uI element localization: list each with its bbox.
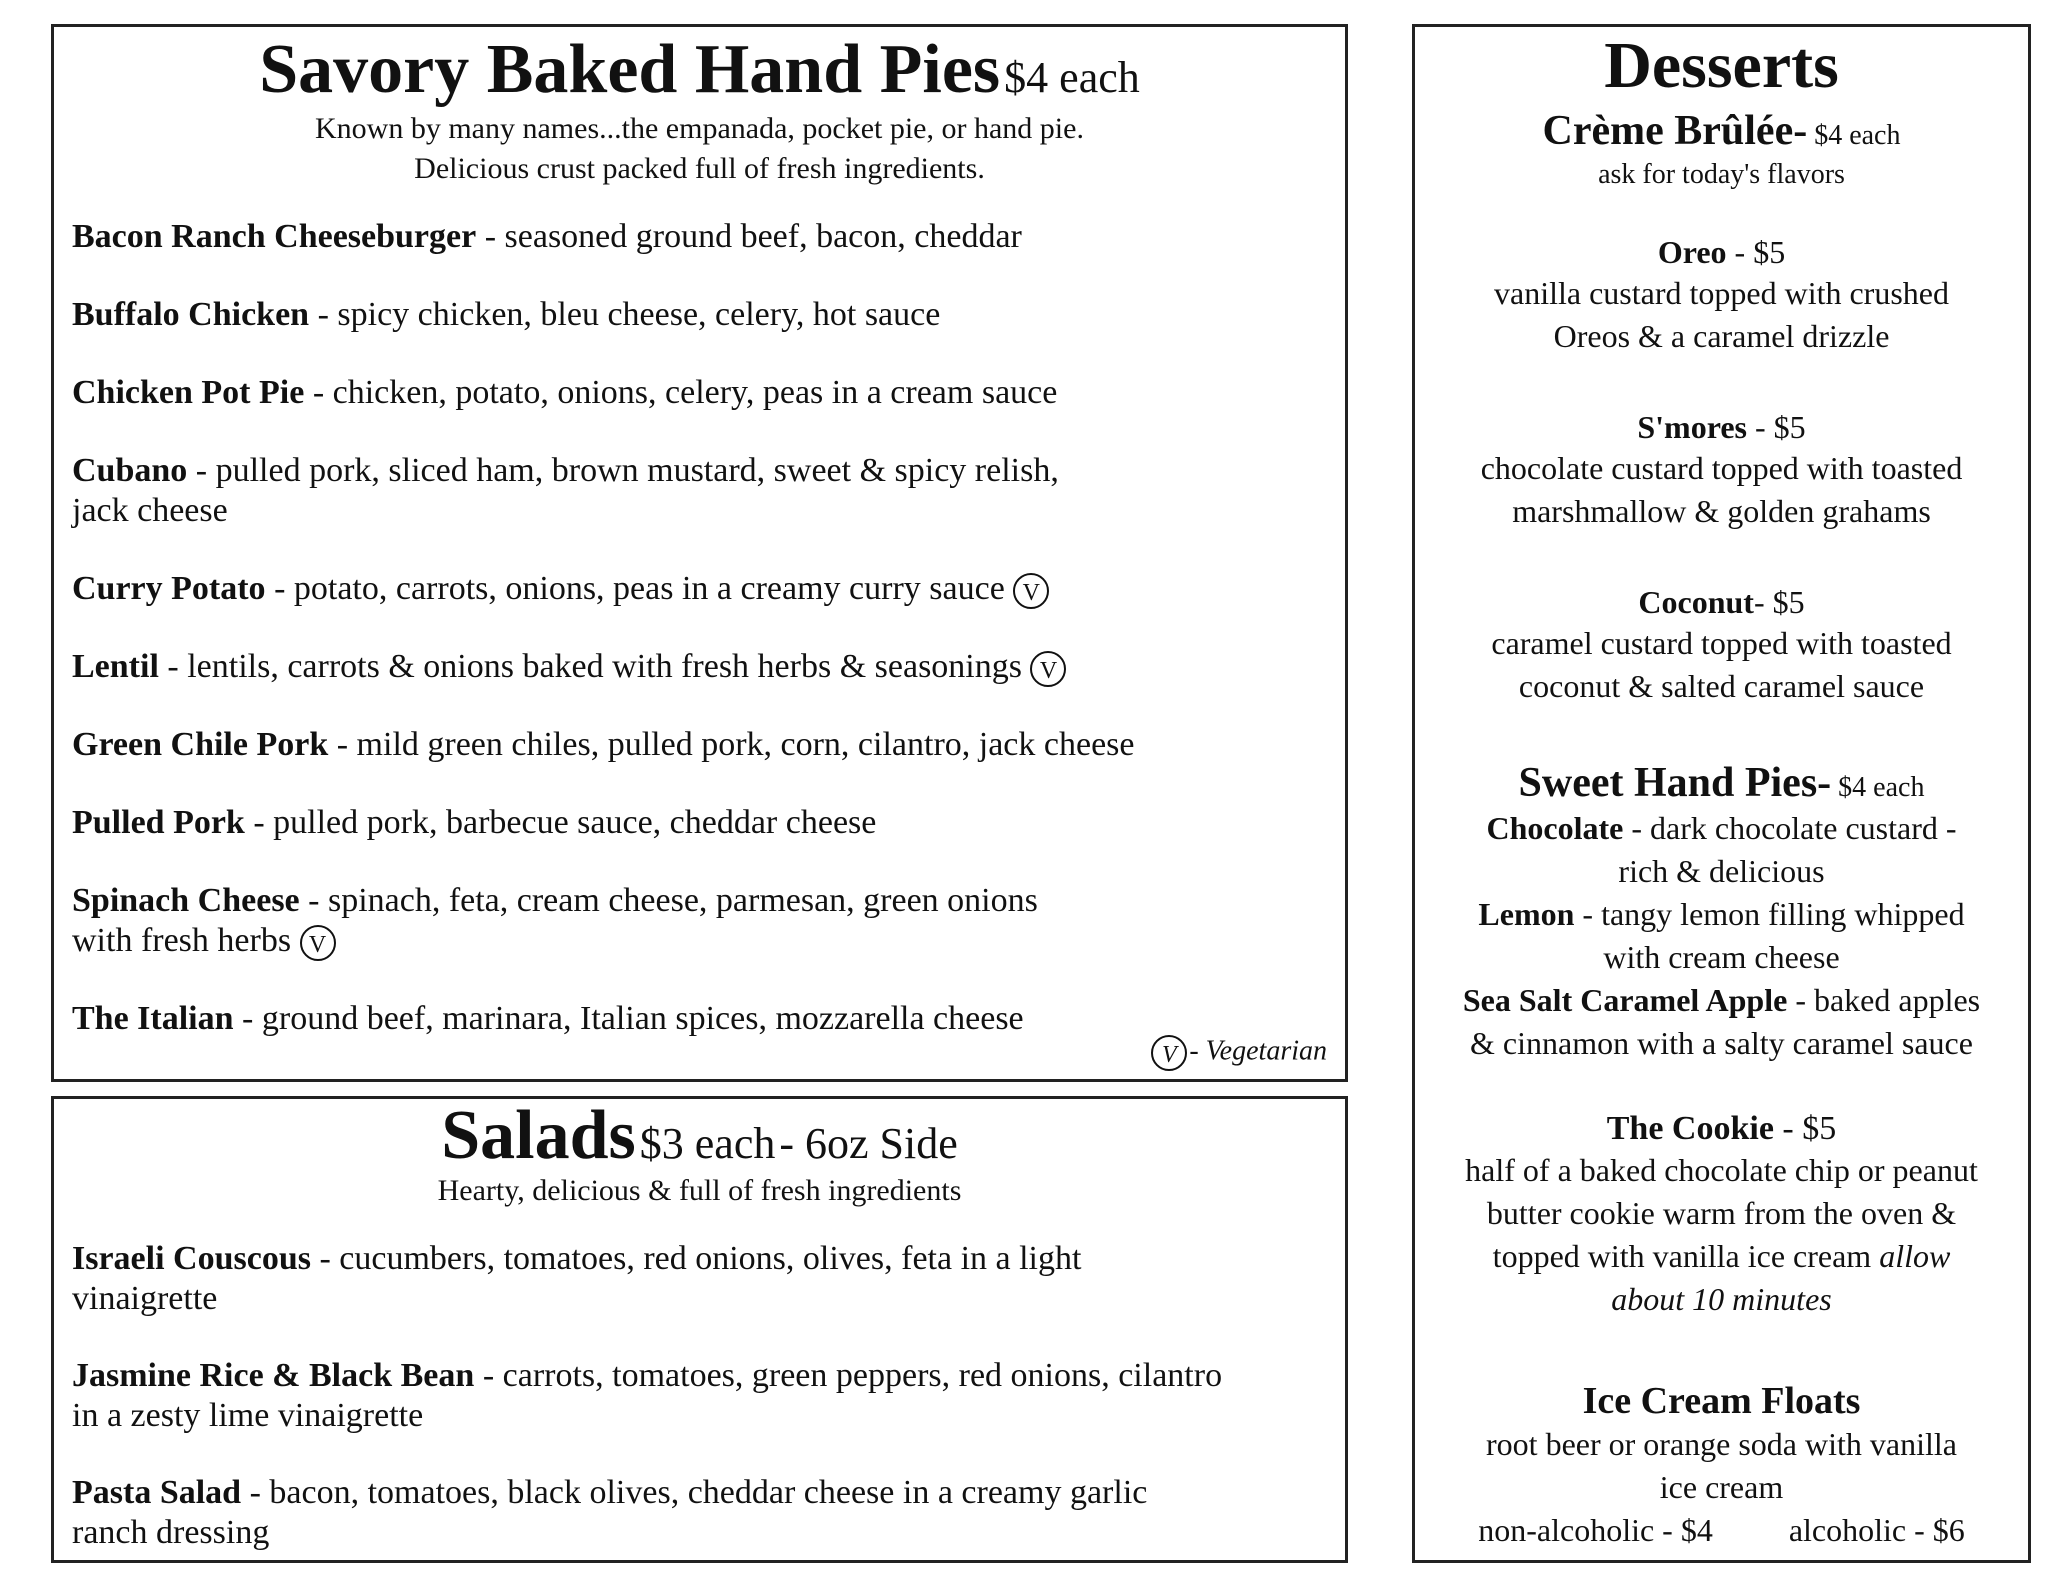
pie-desc: - pulled pork, sliced ham, brown mustard, sweet & spicy relish, bbox=[187, 452, 1059, 489]
legend-text: - Vegetarian bbox=[1189, 1035, 1327, 1067]
floats-desc: ice cream bbox=[1659, 1469, 1784, 1505]
sweet-pies-price: $4 each bbox=[1831, 772, 1925, 803]
pie-item bbox=[72, 217, 1327, 257]
pies-subtitle-1: Known by many names...the empanada, pocket pie, or hand pie. bbox=[315, 112, 1084, 145]
salad-item bbox=[72, 1239, 1327, 1319]
desserts-title: Desserts bbox=[1604, 29, 1839, 102]
pies-price: $4 each bbox=[1004, 53, 1140, 102]
dessert-desc: Oreos & a caramel drizzle bbox=[1553, 318, 1890, 354]
creme-brulee-heading bbox=[1415, 107, 2028, 160]
dessert-item-coconut bbox=[1415, 582, 2028, 708]
cookie-note: about 10 minutes bbox=[1611, 1281, 1832, 1317]
salad-item bbox=[72, 1473, 1327, 1553]
pie-item bbox=[72, 451, 1327, 531]
sweet-desc: - dark chocolate custard - bbox=[1623, 810, 1957, 846]
dessert-price: - $5 bbox=[1726, 234, 1786, 270]
pie-name: The Italian bbox=[72, 1000, 234, 1037]
sweet-desc: - tangy lemon filling whipped bbox=[1574, 896, 1965, 932]
pie-item bbox=[72, 373, 1327, 413]
salad-desc: - cucumbers, tomatoes, red onions, olives, feta in a light bbox=[310, 1240, 1082, 1277]
dessert-name: Oreo bbox=[1657, 234, 1727, 270]
pie-name: Pulled Pork bbox=[72, 804, 245, 841]
salad-name: Jasmine Rice & Black Bean bbox=[72, 1357, 475, 1394]
creme-brulee-name: Crème Brûlée- bbox=[1542, 108, 1808, 154]
pie-desc: - lentils, carrots & onions baked with fresh herbs & seasonings bbox=[158, 648, 1022, 685]
vegetarian-icon: V bbox=[1013, 573, 1049, 609]
pie-desc: - pulled pork, barbecue sauce, cheddar cheese bbox=[244, 804, 877, 841]
salad-desc-cont: ranch dressing bbox=[72, 1514, 270, 1551]
pies-subtitle-2: Delicious crust packed full of fresh ingredients. bbox=[414, 152, 985, 185]
floats-nonalcoholic: non-alcoholic - $4 bbox=[1478, 1512, 1713, 1548]
salad-desc-cont: in a zesty lime vinaigrette bbox=[72, 1397, 424, 1434]
vegetarian-icon: V bbox=[300, 925, 336, 961]
pie-desc: - spicy chicken, bleu cheese, celery, hot sauce bbox=[309, 296, 941, 333]
dessert-name: Coconut bbox=[1638, 584, 1754, 620]
sweet-desc-cont: rich & delicious bbox=[1618, 853, 1825, 889]
salads-size: - 6oz Side bbox=[779, 1119, 958, 1168]
salad-desc-cont: vinaigrette bbox=[72, 1280, 218, 1317]
pie-item bbox=[72, 647, 1327, 687]
vegetarian-legend bbox=[1151, 1035, 1327, 1071]
dessert-price: - $5 bbox=[1746, 409, 1806, 445]
sweet-pies-name: Sweet Hand Pies- bbox=[1518, 760, 1832, 806]
cookie-desc: butter cookie warm from the oven & bbox=[1486, 1195, 1957, 1231]
cookie-note: allow bbox=[1879, 1238, 1951, 1274]
floats-alcoholic: alcoholic - $6 bbox=[1788, 1512, 1965, 1548]
dessert-desc: chocolate custard topped with toasted bbox=[1480, 450, 1963, 486]
pie-name: Green Chile Pork bbox=[72, 726, 329, 763]
pie-desc: - seasoned ground beef, bacon, cheddar bbox=[476, 218, 1022, 255]
dessert-name: S'mores bbox=[1637, 409, 1747, 445]
pie-item bbox=[72, 999, 1327, 1039]
cookie-price: - $5 bbox=[1773, 1110, 1837, 1147]
pies-title: Savory Baked Hand Pies bbox=[259, 31, 1001, 108]
pie-desc-cont: with fresh herbs bbox=[72, 922, 292, 959]
savory-pies-section bbox=[51, 24, 1348, 1082]
dessert-item-oreo bbox=[1415, 232, 2028, 358]
salads-title: Salads bbox=[441, 1097, 636, 1174]
salads-subtitle: Hearty, delicious & full of fresh ingredients bbox=[437, 1174, 962, 1207]
salads-price: $3 each bbox=[639, 1119, 776, 1168]
sweet-name: Sea Salt Caramel Apple bbox=[1462, 982, 1788, 1018]
pies-heading bbox=[54, 31, 1345, 108]
pie-name: Lentil bbox=[72, 648, 159, 685]
sweet-name: Lemon bbox=[1478, 896, 1575, 932]
sweet-item-lemon bbox=[1415, 893, 2028, 979]
vegetarian-icon: V bbox=[1030, 651, 1066, 687]
pie-desc: - spinach, feta, cream cheese, parmesan, green onions bbox=[299, 882, 1038, 919]
salad-desc: - carrots, tomatoes, green peppers, red onions, cilantro bbox=[474, 1357, 1223, 1394]
dessert-item-smores bbox=[1415, 407, 2028, 533]
dessert-price: - $5 bbox=[1753, 584, 1805, 620]
sweet-name: Chocolate bbox=[1486, 810, 1624, 846]
pie-desc-cont: jack cheese bbox=[72, 492, 228, 529]
pie-desc: - ground beef, marinara, Italian spices, mozzarella cheese bbox=[233, 1000, 1024, 1037]
sweet-item-chocolate bbox=[1415, 807, 2028, 893]
salad-desc: - bacon, tomatoes, black olives, cheddar cheese in a creamy garlic bbox=[241, 1474, 1148, 1511]
dessert-desc: caramel custard topped with toasted bbox=[1491, 625, 1952, 661]
pie-item bbox=[72, 803, 1327, 843]
desserts-section bbox=[1412, 24, 2031, 1563]
floats-desc: root beer or orange soda with vanilla bbox=[1486, 1426, 1957, 1462]
dessert-desc: marshmallow & golden grahams bbox=[1512, 493, 1931, 529]
pie-desc: - potato, carrots, onions, peas in a creamy curry sauce bbox=[265, 570, 1005, 607]
dessert-desc: coconut & salted caramel sauce bbox=[1518, 668, 1925, 704]
floats-name: Ice Cream Floats bbox=[1582, 1380, 1861, 1422]
creme-brulee-price: $4 each bbox=[1807, 120, 1901, 151]
pie-desc: - mild green chiles, pulled pork, corn, cilantro, jack cheese bbox=[328, 726, 1135, 763]
pie-item bbox=[72, 725, 1327, 765]
pie-item bbox=[72, 881, 1327, 961]
dessert-item-floats bbox=[1415, 1379, 2028, 1552]
pie-name: Bacon Ranch Cheeseburger bbox=[72, 218, 477, 255]
salad-name: Pasta Salad bbox=[72, 1474, 242, 1511]
dessert-desc: vanilla custard topped with crushed bbox=[1494, 275, 1949, 311]
salads-heading bbox=[54, 1097, 1345, 1174]
creme-brulee-note: ask for today's flavors bbox=[1598, 159, 1845, 190]
cookie-name: The Cookie bbox=[1606, 1110, 1774, 1147]
sweet-pies-heading bbox=[1415, 759, 2028, 812]
pie-item bbox=[72, 569, 1327, 609]
floats-prices bbox=[1415, 1509, 2028, 1552]
pie-name: Buffalo Chicken bbox=[72, 296, 310, 333]
pie-item bbox=[72, 295, 1327, 335]
salad-name: Israeli Couscous bbox=[72, 1240, 311, 1277]
dessert-item-cookie bbox=[1415, 1109, 2028, 1321]
pie-name: Curry Potato bbox=[72, 570, 266, 607]
pie-name: Spinach Cheese bbox=[72, 882, 300, 919]
vegetarian-icon: V bbox=[1151, 1035, 1187, 1071]
cookie-desc: topped with vanilla ice cream bbox=[1492, 1238, 1880, 1274]
salad-item bbox=[72, 1356, 1327, 1436]
sweet-item-apple bbox=[1415, 979, 2028, 1065]
sweet-desc: - baked apples bbox=[1787, 982, 1981, 1018]
sweet-desc-cont: & cinnamon with a salty caramel sauce bbox=[1470, 1025, 1973, 1061]
cookie-desc: half of a baked chocolate chip or peanut bbox=[1465, 1152, 1978, 1188]
salads-section bbox=[51, 1096, 1348, 1563]
sweet-desc-cont: with cream cheese bbox=[1603, 939, 1840, 975]
pie-name: Cubano bbox=[72, 452, 188, 489]
pie-desc: - chicken, potato, onions, celery, peas in a cream sauce bbox=[304, 374, 1058, 411]
pie-name: Chicken Pot Pie bbox=[72, 374, 305, 411]
